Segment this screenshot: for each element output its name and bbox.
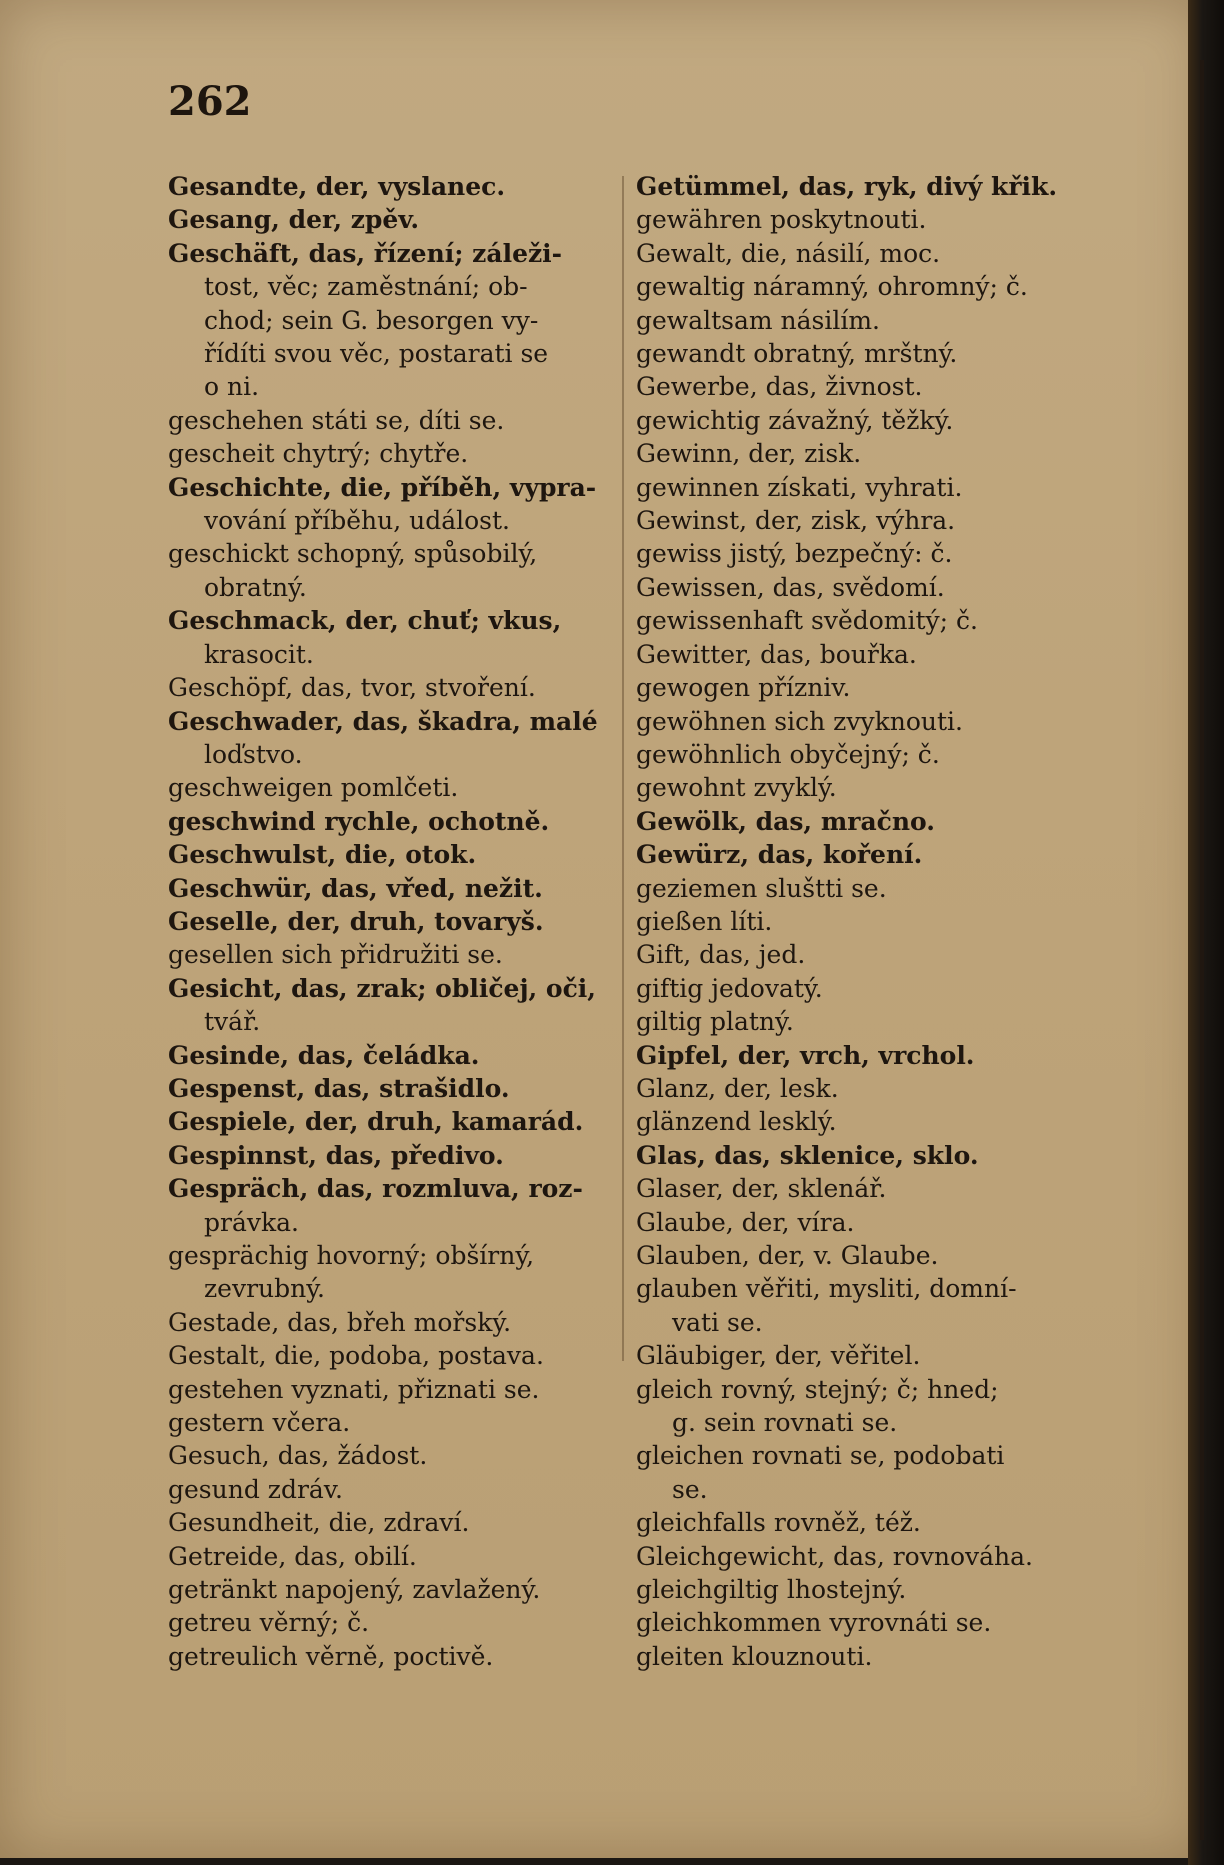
dictionary-entry: gewissenhaft svědomitý; č. bbox=[636, 606, 978, 636]
dictionary-entry: Glaser, der, sklenář. bbox=[636, 1174, 887, 1204]
dictionary-entry: gleichen rovnati se, podobati bbox=[636, 1441, 1005, 1471]
dictionary-entry: Gestalt, die, podoba, postava. bbox=[168, 1341, 544, 1371]
dictionary-entry: Geschäft, das, řízení; záleži- bbox=[168, 238, 563, 268]
dictionary-entry: gewinnen získati, vyhrati. bbox=[636, 472, 963, 502]
entry-continuation-line: loďstvo. bbox=[204, 739, 303, 769]
book-edge bbox=[1188, 0, 1224, 1865]
dictionary-entry: getränkt napojený, zavlažený. bbox=[168, 1575, 541, 1605]
dictionary-entry: geziemen sluštti se. bbox=[636, 873, 887, 903]
dictionary-entry: Gewinst, der, zisk, výhra. bbox=[636, 506, 956, 536]
dictionary-entry: gewiss jistý, bezpečný: č. bbox=[636, 539, 953, 569]
dictionary-entry: geschwind rychle, ochotně. bbox=[168, 806, 550, 836]
entry-continuation-line: řídíti svou věc, postarati se bbox=[204, 339, 549, 369]
entry-continuation-line: g. sein rovnati se. bbox=[672, 1408, 898, 1438]
dictionary-entry: Gewitter, das, bouřka. bbox=[636, 639, 917, 669]
dictionary-entry: gewöhnen sich zvyknouti. bbox=[636, 706, 963, 736]
dictionary-entry: gesellen sich přidružiti se. bbox=[168, 940, 503, 970]
dictionary-entry: gewogen přízniv. bbox=[636, 673, 851, 703]
dictionary-entry: gewöhnlich obyčejný; č. bbox=[636, 739, 940, 769]
dictionary-entry: gleich rovný, stejný; č; hned; bbox=[636, 1374, 999, 1404]
dictionary-entry: Gewalt, die, násilí, moc. bbox=[636, 238, 941, 268]
dictionary-entry: Geschwulst, die, otok. bbox=[168, 840, 477, 870]
dictionary-entry: Gewinn, der, zisk. bbox=[636, 439, 862, 469]
dictionary-entry: Gift, das, jed. bbox=[636, 940, 806, 970]
dictionary-entry: Gleichgewicht, das, rovnováha. bbox=[636, 1541, 1033, 1571]
dictionary-entry: Geschmack, der, chuť; vkus, bbox=[168, 606, 562, 636]
dictionary-entry: gestehen vyznati, přiznati se. bbox=[168, 1374, 540, 1404]
dictionary-entry: Gespenst, das, strašidlo. bbox=[168, 1073, 510, 1103]
dictionary-entry: Glaube, der, víra. bbox=[636, 1207, 855, 1237]
dictionary-entry: Gespiele, der, druh, kamarád. bbox=[168, 1107, 584, 1137]
dictionary-entry: Getümmel, das, ryk, divý křik. bbox=[636, 172, 1058, 201]
dictionary-entry: Geschichte, die, příběh, vypra- bbox=[168, 472, 597, 502]
dictionary-entry: Gipfel, der, vrch, vrchol. bbox=[636, 1040, 975, 1070]
dictionary-entry: gießen líti. bbox=[636, 906, 773, 936]
dictionary-entry: Glanz, der, lesk. bbox=[636, 1073, 839, 1103]
dictionary-entry: gewandt obratný, mrštný. bbox=[636, 339, 958, 369]
entry-continuation-line: vati se. bbox=[672, 1307, 763, 1337]
entry-continuation-line: zevrubný. bbox=[204, 1274, 325, 1304]
dictionary-entry: gewaltsam násilím. bbox=[636, 305, 881, 335]
dictionary-entry: gleichkommen vyrovnáti se. bbox=[636, 1608, 992, 1638]
dictionary-entry: giltig platný. bbox=[636, 1007, 794, 1037]
entry-continuation-line: obratný. bbox=[204, 572, 307, 602]
dictionary-entry: Gesinde, das, čeládka. bbox=[168, 1040, 480, 1070]
dictionary-entry: gleichfalls rovněž, též. bbox=[636, 1508, 921, 1538]
dictionary-entry: Gläubiger, der, věřitel. bbox=[636, 1341, 921, 1371]
dictionary-entry: Gewissen, das, svědomí. bbox=[636, 572, 945, 602]
dictionary-entry: Gewürz, das, koření. bbox=[636, 840, 923, 870]
entry-continuation-line: krasocit. bbox=[204, 639, 314, 669]
dictionary-entry: gescheit chytrý; chytře. bbox=[168, 439, 469, 469]
dictionary-entry: Glauben, der, v. Glaube. bbox=[636, 1241, 939, 1270]
dictionary-entry: Getreide, das, obilí. bbox=[168, 1541, 417, 1571]
right-column bbox=[636, 170, 1088, 1673]
dictionary-entry: glauben věřiti, mysliti, domní- bbox=[636, 1274, 1017, 1304]
entry-continuation-line: tvář. bbox=[204, 1007, 261, 1037]
dictionary-entry: giftig jedovatý. bbox=[636, 973, 823, 1003]
left-column bbox=[168, 170, 608, 1673]
dictionary-entry: Gesuch, das, žádost. bbox=[168, 1441, 428, 1471]
entry-continuation-line: právka. bbox=[204, 1207, 299, 1237]
dictionary-entry: Glas, das, sklenice, sklo. bbox=[636, 1140, 979, 1170]
dictionary-entry: glänzend lesklý. bbox=[636, 1107, 837, 1137]
dictionary-entry: gleiten klouznouti. bbox=[636, 1641, 873, 1671]
entry-continuation-line: se. bbox=[672, 1474, 708, 1504]
dictionary-entry: gesund zdráv. bbox=[168, 1474, 343, 1504]
dictionary-entry: gesprächig hovorný; obšírný, bbox=[168, 1241, 535, 1270]
dictionary-entry: Gesandte, der, vyslanec. bbox=[168, 172, 506, 201]
dictionary-entry: Gestade, das, břeh mořský. bbox=[168, 1307, 512, 1337]
dictionary-entry: Gewölk, das, mračno. bbox=[636, 806, 935, 836]
dictionary-entry: gewohnt zvyklý. bbox=[636, 773, 837, 803]
dictionary-entry: Gesicht, das, zrak; obličej, oči, bbox=[168, 973, 596, 1003]
dictionary-entry: gewähren poskytnouti. bbox=[636, 205, 927, 235]
dictionary-entry: Gespräch, das, rozmluva, roz- bbox=[168, 1174, 583, 1204]
entry-continuation-line: chod; sein G. besorgen vy- bbox=[204, 305, 539, 335]
dictionary-entry: Gesundheit, die, zdraví. bbox=[168, 1508, 470, 1538]
dictionary-entry: geschickt schopný, spůsobilý, bbox=[168, 539, 538, 569]
column-divider bbox=[622, 176, 624, 1361]
dictionary-entry: Geselle, der, druh, tovaryš. bbox=[168, 906, 544, 936]
dictionary-entry: Gesang, der, zpěv. bbox=[168, 205, 420, 235]
dictionary-entry: Gespinnst, das, předivo. bbox=[168, 1140, 504, 1170]
dictionary-entry: getreulich věrně, poctivě. bbox=[168, 1641, 494, 1671]
dictionary-entry: Geschwader, das, škadra, malé bbox=[168, 706, 598, 736]
dictionary-entry: geschehen státi se, díti se. bbox=[168, 405, 505, 435]
entry-continuation-line: tost, věc; zaměstnání; ob- bbox=[204, 272, 528, 302]
dictionary-entry: Gewerbe, das, živnost. bbox=[636, 372, 923, 402]
dictionary-entry: Geschwür, das, vřed, nežit. bbox=[168, 873, 543, 903]
entry-continuation-line: vování příběhu, událost. bbox=[204, 506, 510, 536]
entry-continuation-line: o ni. bbox=[204, 372, 260, 402]
dictionary-entry: gleichgiltig lhostejný. bbox=[636, 1575, 907, 1605]
page-number: 262 bbox=[168, 78, 252, 125]
dictionary-entry: gewaltig náramný, ohromný; č. bbox=[636, 272, 1028, 302]
dictionary-entry: geschweigen pomlčeti. bbox=[168, 773, 459, 803]
dictionary-entry: gestern včera. bbox=[168, 1408, 351, 1438]
dictionary-entry: gewichtig závažný, těžký. bbox=[636, 405, 954, 435]
dictionary-entry: getreu věrný; č. bbox=[168, 1608, 370, 1638]
binding-line bbox=[1200, 60, 1204, 1840]
dictionary-entry: Geschöpf, das, tvor, stvoření. bbox=[168, 673, 536, 703]
